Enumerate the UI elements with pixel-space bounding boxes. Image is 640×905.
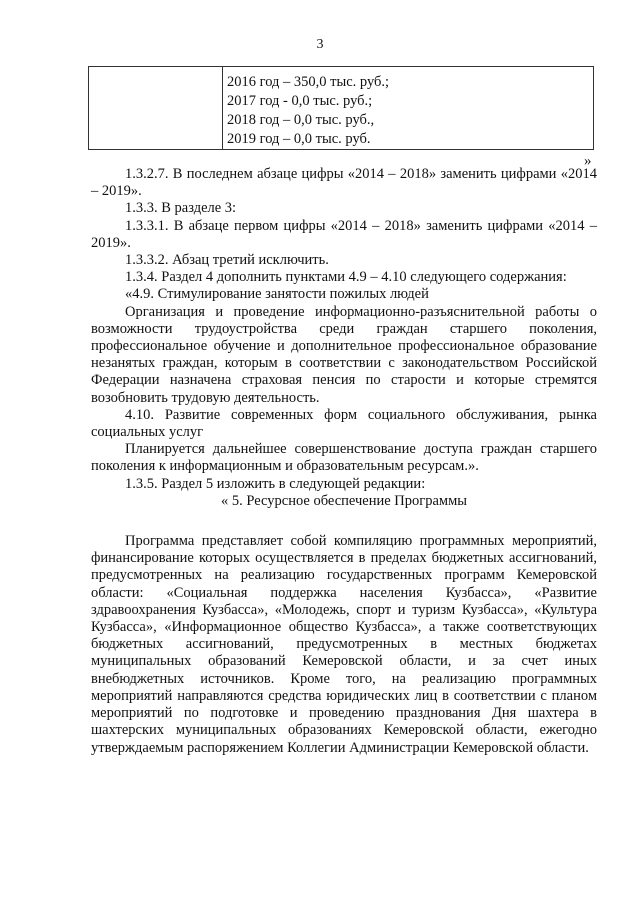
table-left-cell: [89, 67, 223, 149]
section-title: « 5. Ресурсное обеспечение Программы: [221, 492, 467, 509]
financing-table: [88, 66, 594, 150]
paragraph: 1.3.3.1. В абзаце первом цифры «2014 – 2018» заменить цифрами «2014 – 2019».: [91, 217, 597, 251]
paragraph: Программа представляет собой компиляцию программных мероприятий, финансирование которых осуществляется в пределах бюджетных ассигнований, предусмотренных на реализацию государственных программ Кемеровской области: «Социальная поддержка населения Кузбасса», «Развитие здравоохранения Кузбасса», «Молодежь, спорт и туризм Кузбасса», «Культура Кузбасса», «Информационное общество Кузбасса», а также соответствующих бюджетных ассигнований, предусмотренных в местных бюджетах муниципальных образований Кемеровской области, и за счет иных внебюджетных источников. Кроме того, на реализацию программных мероприятий направляются средства юридических лиц в соответствии с планом мероприятий по подготовке и проведению празднования Дня шахтера в шахтерских муниципальных образованиях Кемеровской области, ежегодно утверждаемым распоряжением Коллегии Администрации Кемеровской области.: [91, 533, 597, 756]
paragraph-heading: 4.10. Развитие современных форм социального обслуживания, рынка социальных услуг: [91, 406, 597, 441]
paragraph: 1.3.5. Раздел 5 изложить в следующей редакции:: [125, 475, 426, 492]
paragraph: Организация и проведение информационно-разъяснительной работы о возможности трудоустройства среди граждан старшего поколения, профессиональное обучение и дополнительное профессиональное образование незанятых граждан, которым в соответствии с законодательством Российской Федерации назначена страховая пенсия по старости и которые стремятся возобновить трудовую деятельность.: [91, 303, 597, 406]
page-number: 3: [316, 37, 324, 52]
table-right-cell: [223, 67, 593, 149]
table-line: 2019 год – 0,0 тыс. руб.: [227, 131, 371, 147]
spacer: [91, 510, 597, 533]
document-body: [91, 166, 597, 757]
paragraph: 1.3.3.2. Абзац третий исключить.: [125, 252, 329, 269]
table-line: 2017 год - 0,0 тыс. руб.;: [227, 93, 373, 109]
table-line: 2016 год – 350,0 тыс. руб.;: [227, 74, 390, 90]
closing-quote: »: [584, 153, 592, 169]
paragraph: 1.3.4. Раздел 4 дополнить пунктами 4.9 – 4.10 следующего содержания:: [125, 269, 567, 286]
paragraph: Планируется дальнейшее совершенствование доступа граждан старшего поколения к информационным и образовательным ресурсам.».: [91, 441, 597, 475]
table-line: 2018 год – 0,0 тыс. руб.,: [227, 112, 375, 128]
paragraph: 1.3.2.7. В последнем абзаце цифры «2014 – 2018» заменить цифрами «2014 – 2019».: [91, 166, 597, 200]
paragraph-heading: «4.9. Стимулирование занятости пожилых людей: [125, 286, 429, 303]
paragraph: 1.3.3. В разделе 3:: [125, 200, 237, 217]
